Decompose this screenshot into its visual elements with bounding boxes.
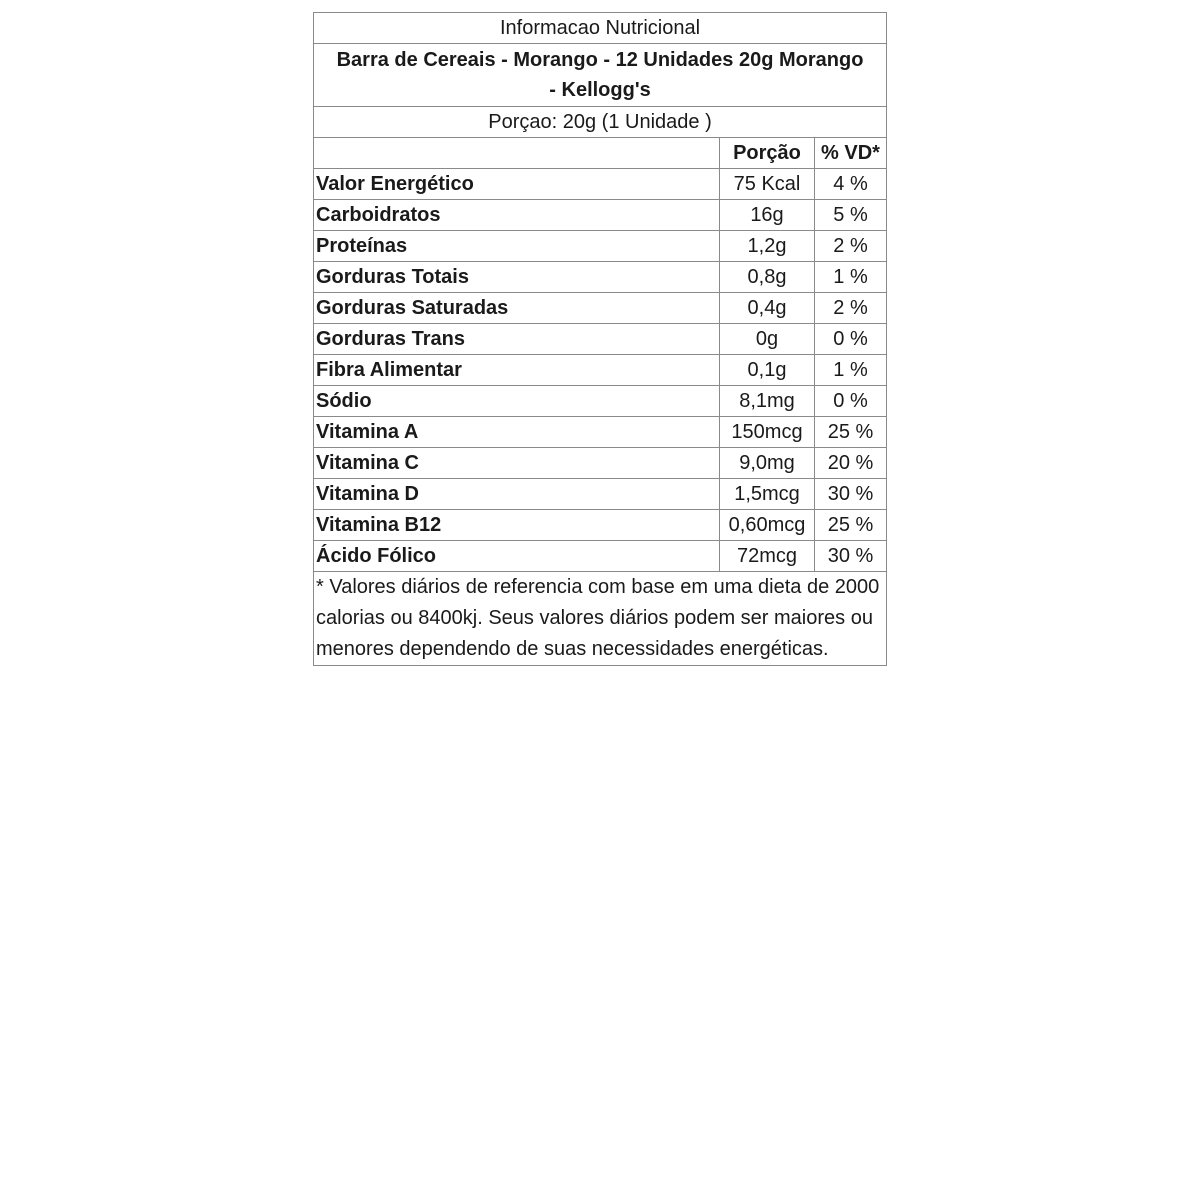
footnote: * Valores diários de referencia com base em uma dieta de 2000 calorias ou 8400kj. Seus valores diários podem ser maiores ou menores dependendo de suas necessidades energéticas. — [314, 572, 887, 666]
product-name: Barra de Cereais - Morango - 12 Unidades 20g Morango - Kellogg's — [314, 44, 887, 107]
nutrient-amount: 0g — [720, 324, 815, 355]
table-row — [314, 448, 887, 479]
nutrient-amount: 75 Kcal — [720, 169, 815, 200]
portion-column-header: Porção — [720, 138, 815, 169]
nutrient-daily-value: 1 % — [815, 355, 887, 386]
nutrient-amount: 16g — [720, 200, 815, 231]
table-row — [314, 293, 887, 324]
nutrient-name: Fibra Alimentar — [314, 355, 720, 386]
product-row — [314, 44, 887, 107]
footnote-row — [314, 572, 887, 666]
table-row — [314, 262, 887, 293]
nutrient-name: Gorduras Trans — [314, 324, 720, 355]
serving-row — [314, 107, 887, 138]
nutrition-facts-table — [313, 12, 887, 666]
table-row — [314, 541, 887, 572]
nutrient-amount: 0,8g — [720, 262, 815, 293]
nutrient-daily-value: 4 % — [815, 169, 887, 200]
title-row — [314, 13, 887, 44]
table-row — [314, 355, 887, 386]
nutrient-name: Vitamina B12 — [314, 510, 720, 541]
nutrient-daily-value: 5 % — [815, 200, 887, 231]
column-header-row — [314, 138, 887, 169]
nutrient-daily-value: 30 % — [815, 479, 887, 510]
table-row — [314, 169, 887, 200]
table-row — [314, 510, 887, 541]
dv-column-header: % VD* — [815, 138, 887, 169]
nutrient-amount: 0,4g — [720, 293, 815, 324]
nutrient-amount: 72mcg — [720, 541, 815, 572]
nutrient-name: Vitamina C — [314, 448, 720, 479]
nutrient-amount: 9,0mg — [720, 448, 815, 479]
table-title: Informacao Nutricional — [314, 13, 887, 44]
header-blank-cell — [314, 138, 720, 169]
nutrient-amount: 0,1g — [720, 355, 815, 386]
table-row — [314, 200, 887, 231]
nutrient-daily-value: 1 % — [815, 262, 887, 293]
nutrient-name: Vitamina A — [314, 417, 720, 448]
nutrient-name: Sódio — [314, 386, 720, 417]
serving-size: Porçao: 20g (1 Unidade ) — [314, 107, 887, 138]
nutrient-daily-value: 2 % — [815, 293, 887, 324]
nutrient-amount: 0,60mcg — [720, 510, 815, 541]
nutrient-daily-value: 2 % — [815, 231, 887, 262]
table-row — [314, 324, 887, 355]
nutrient-daily-value: 0 % — [815, 386, 887, 417]
table-row — [314, 479, 887, 510]
nutrient-amount: 1,5mcg — [720, 479, 815, 510]
table-row — [314, 386, 887, 417]
nutrient-daily-value: 25 % — [815, 510, 887, 541]
nutrient-daily-value: 30 % — [815, 541, 887, 572]
table-row — [314, 417, 887, 448]
nutrient-daily-value: 0 % — [815, 324, 887, 355]
nutrient-name: Gorduras Saturadas — [314, 293, 720, 324]
table-row — [314, 231, 887, 262]
nutrient-name: Ácido Fólico — [314, 541, 720, 572]
nutrient-amount: 1,2g — [720, 231, 815, 262]
nutrient-name: Proteínas — [314, 231, 720, 262]
nutrient-amount: 150mcg — [720, 417, 815, 448]
nutrient-name: Vitamina D — [314, 479, 720, 510]
nutrient-daily-value: 20 % — [815, 448, 887, 479]
nutrient-daily-value: 25 % — [815, 417, 887, 448]
nutrient-name: Gorduras Totais — [314, 262, 720, 293]
nutrient-name: Carboidratos — [314, 200, 720, 231]
nutrient-name: Valor Energético — [314, 169, 720, 200]
nutrient-amount: 8,1mg — [720, 386, 815, 417]
